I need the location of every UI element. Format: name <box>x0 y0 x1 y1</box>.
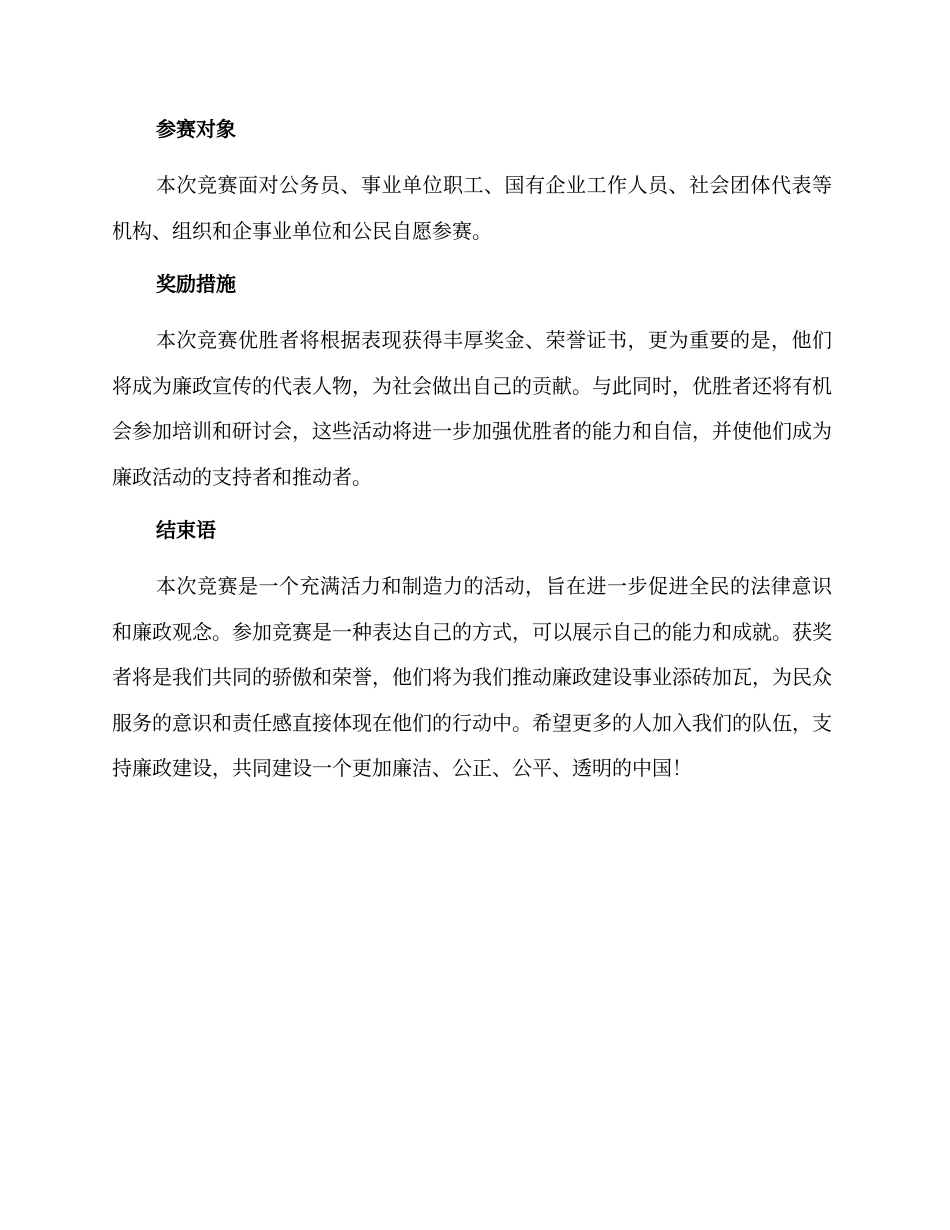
section-heading-conclusion: 结束语 <box>156 518 216 542</box>
section-heading-rewards: 奖励措施 <box>156 272 236 296</box>
section-paragraph-conclusion: 本次竞赛是一个充满活力和制造力的活动，旨在进一步促进全民的法律意识和廉政观念。参加竞赛是一种表达自己的方式，可以展示自己的能力和成就。获奖者将是我们共同的骄傲和荣誉，他们将为我们推动廉政建设事业添砖加瓦，为民众服务的意识和责任感直接体现在他们的行动中。希望更多的人加入我们的队伍，支持廉政建设，共同建设一个更加廉洁、公正、公平、透明的中国！ <box>112 574 832 780</box>
section-heading-participants: 参赛对象 <box>156 117 236 141</box>
section-paragraph-participants: 本次竞赛面对公务员、事业单位职工、国有企业工作人员、社会团体代表等机构、组织和企事业单位和公民自愿参赛。 <box>112 173 832 243</box>
section-paragraph-rewards: 本次竞赛优胜者将根据表现获得丰厚奖金、荣誉证书，更为重要的是，他们将成为廉政宣传的代表人物，为社会做出自己的贡献。与此同时，优胜者还将有机会参加培训和研讨会，这些活动将进一步加强优胜者的能力和自信，并使他们成为廉政活动的支持者和推动者。 <box>112 328 832 489</box>
document-body <box>112 111 832 792</box>
